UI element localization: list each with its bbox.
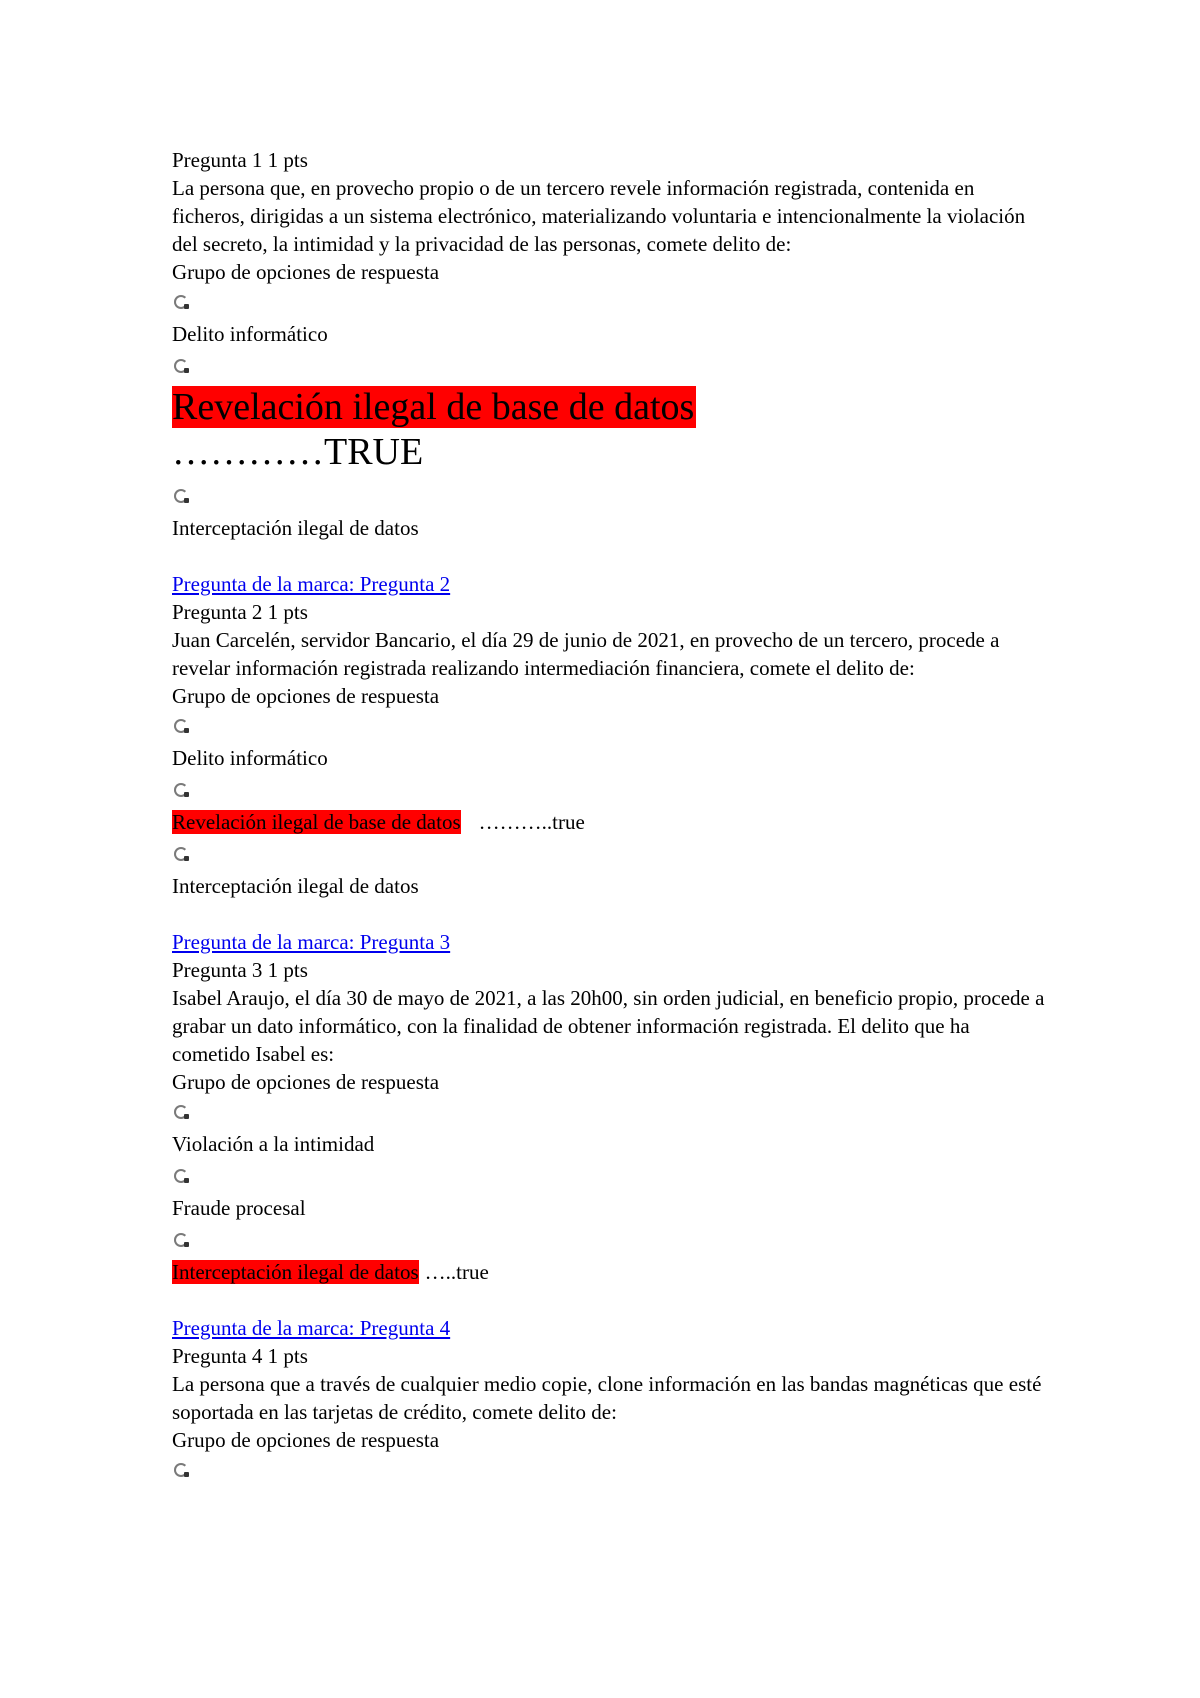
- option-label: Delito informático: [172, 322, 328, 346]
- question-text: La persona que, en provecho propio o de un tercero revele información registrada, contenida en ficheros, dirigidas a un sistema electrónico, materializando voluntaria e intencionalmente la violación del secreto, la intimidad y la privacidad de las personas, comete delito de:: [172, 176, 1026, 256]
- question-header: Pregunta 4 1 pts: [172, 1344, 308, 1368]
- question-4: [172, 1314, 1052, 1488]
- option-radio[interactable]: [172, 1454, 1052, 1488]
- quiz-content: [172, 146, 1052, 1488]
- question-text: Isabel Araujo, el día 30 de mayo de 2021, a las 20h00, sin orden judicial, en beneficio propio, procede a grabar un dato informático, con la finalidad de obtener información registrada. El delito que ha cometido Isabel es:: [172, 986, 1045, 1066]
- question-header: Pregunta 3 1 pts: [172, 958, 308, 982]
- question-2: [172, 570, 1052, 902]
- option-radio[interactable]: [172, 1096, 1052, 1130]
- option-radio[interactable]: [172, 1224, 1052, 1258]
- highlighted-answer: Revelación ilegal de base de datos: [172, 386, 695, 428]
- question-header: Pregunta 1 1 pts: [172, 148, 308, 172]
- option-radio[interactable]: [172, 774, 1052, 808]
- radio-button-icon[interactable]: [174, 359, 188, 373]
- answer-true-marker: …………TRUE: [172, 431, 424, 473]
- highlighted-answer: Interceptación ilegal de datos: [172, 1260, 419, 1284]
- option-label: Fraude procesal: [172, 1196, 306, 1220]
- question-1: [172, 146, 1052, 544]
- option-radio[interactable]: [172, 710, 1052, 744]
- option-label-highlighted: [172, 1258, 1052, 1288]
- answer-group-label: Grupo de opciones de respuesta: [172, 1070, 440, 1094]
- radio-button-icon[interactable]: [174, 295, 188, 309]
- radio-button-icon[interactable]: [174, 1463, 188, 1477]
- radio-button-icon[interactable]: [174, 489, 188, 503]
- radio-button-icon[interactable]: [174, 783, 188, 797]
- option-label-highlighted: [172, 384, 1052, 430]
- option-label: Delito informático: [172, 746, 328, 770]
- radio-button-icon[interactable]: [174, 847, 188, 861]
- answer-true-marker: ………..true: [478, 810, 585, 834]
- option-radio[interactable]: [172, 286, 1052, 320]
- mark-question-link[interactable]: Pregunta de la marca: Pregunta 4: [172, 1316, 451, 1340]
- option-label: Interceptación ilegal de datos: [172, 516, 419, 540]
- question-3: [172, 928, 1052, 1288]
- mark-question-link[interactable]: Pregunta de la marca: Pregunta 2: [172, 572, 451, 596]
- radio-button-icon[interactable]: [174, 1169, 188, 1183]
- option-radio[interactable]: [172, 1160, 1052, 1194]
- radio-button-icon[interactable]: [174, 1105, 188, 1119]
- question-text: Juan Carcelén, servidor Bancario, el día 29 de junio de 2021, en provecho de un tercero, procede a revelar información registrada realizando intermediación financiera, comete el delito de:: [172, 628, 1000, 680]
- answer-group-label: Grupo de opciones de respuesta: [172, 684, 440, 708]
- option-label: Violación a la intimidad: [172, 1132, 375, 1156]
- option-label: Interceptación ilegal de datos: [172, 874, 419, 898]
- question-header: Pregunta 2 1 pts: [172, 600, 308, 624]
- highlighted-answer: Revelación ilegal de base de datos: [172, 810, 461, 834]
- mark-question-link[interactable]: Pregunta de la marca: Pregunta 3: [172, 930, 451, 954]
- option-radio[interactable]: [172, 480, 1052, 514]
- answer-group-label: Grupo de opciones de respuesta: [172, 260, 440, 284]
- answer-true-marker: …..true: [424, 1260, 489, 1284]
- radio-button-icon[interactable]: [174, 1233, 188, 1247]
- option-radio[interactable]: [172, 350, 1052, 384]
- option-label-highlighted: [172, 808, 1052, 838]
- option-radio[interactable]: [172, 838, 1052, 872]
- answer-group-label: Grupo de opciones de respuesta: [172, 1428, 440, 1452]
- radio-button-icon[interactable]: [174, 719, 188, 733]
- question-text: La persona que a través de cualquier medio copie, clone información en las bandas magnéticas que esté soportada en las tarjetas de crédito, comete delito de:: [172, 1372, 1042, 1424]
